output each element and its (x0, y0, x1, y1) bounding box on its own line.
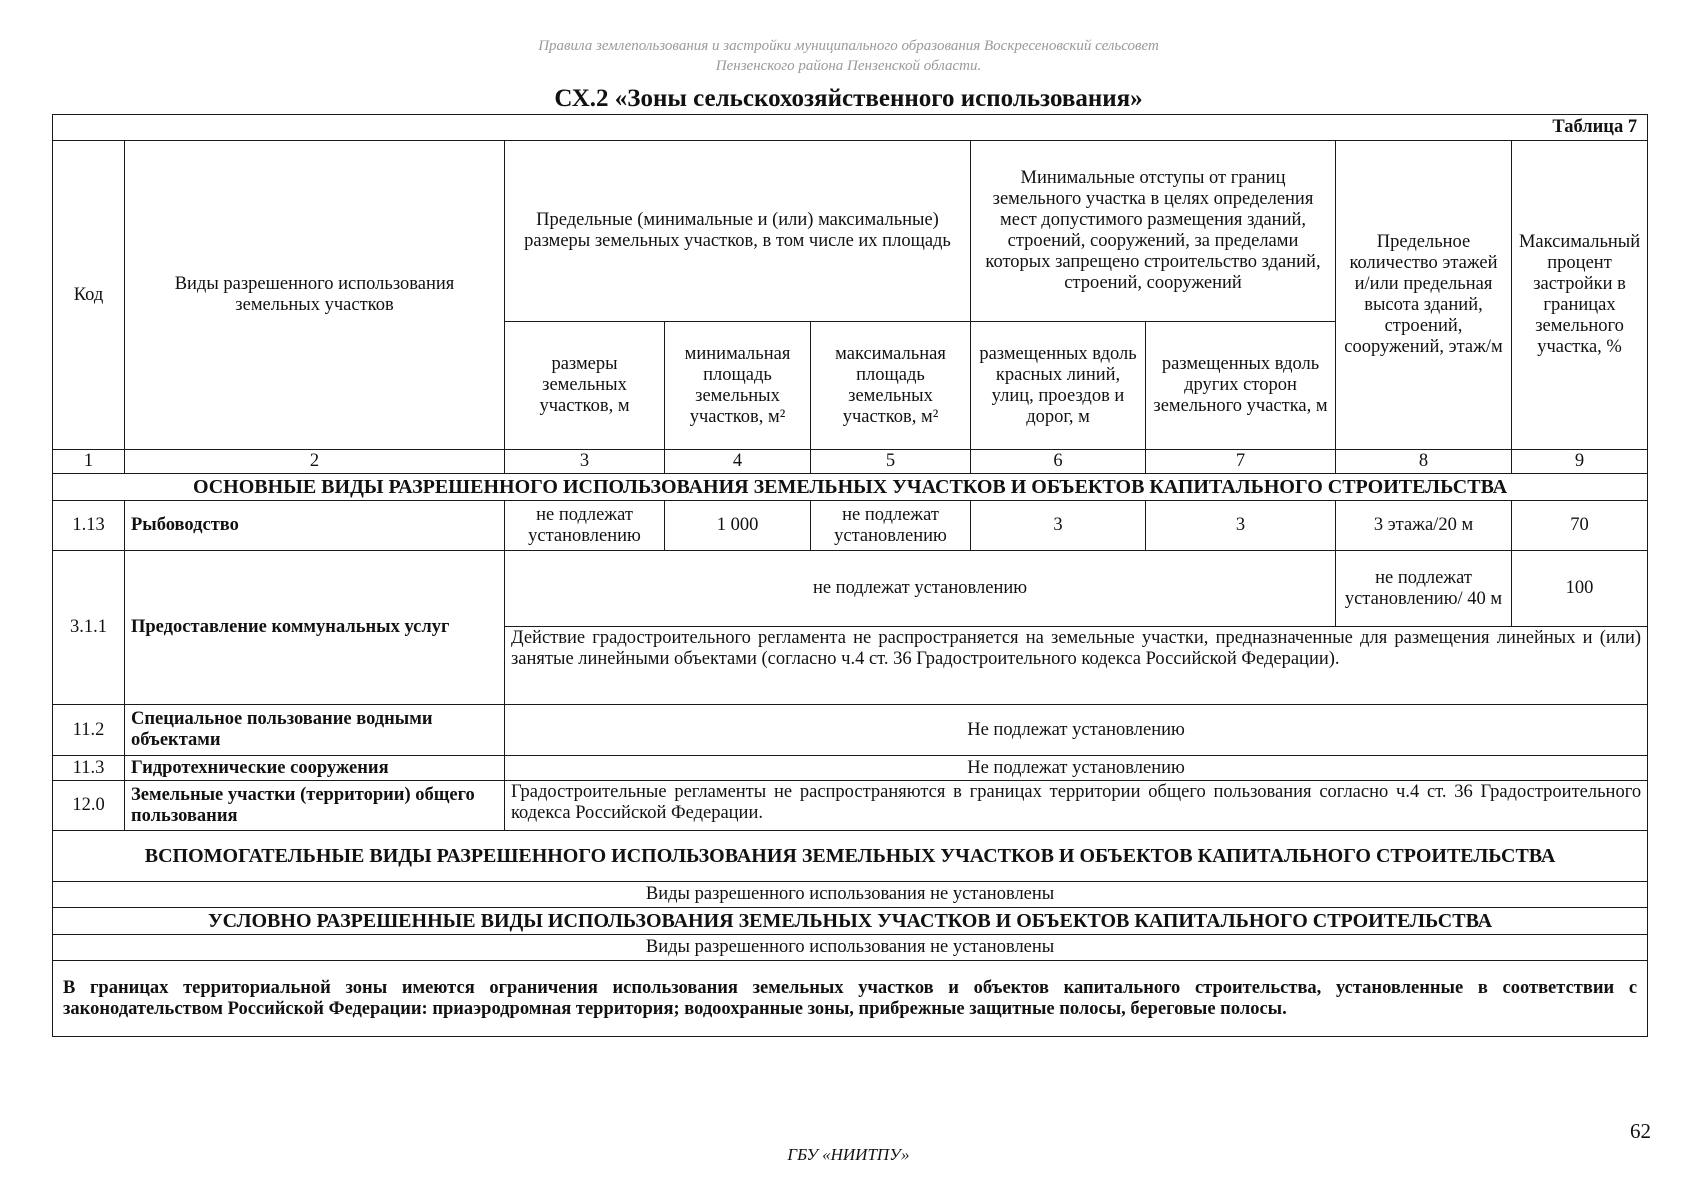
row-use-name: Гидротехнические сооружения (125, 756, 505, 781)
row-code: 12.0 (53, 781, 125, 831)
row-use-name: Рыбоводство (125, 501, 505, 551)
page-title: СХ.2 «Зоны сельскохозяйственного использования» (554, 85, 1143, 112)
column-number-row (53, 450, 1648, 474)
cell-plot-sizes: не подлежат установлению (505, 501, 665, 551)
cell-setback-red-lines: 3 (971, 501, 1146, 551)
col-number: 6 (971, 450, 1146, 474)
header-setback-other: размещенных вдоль других сторон земельного участка, м (1146, 322, 1336, 450)
table-row (53, 781, 1648, 831)
conditional-uses-text: Виды разрешенного использования не установлены (53, 935, 1648, 961)
row-code: 1.13 (53, 501, 125, 551)
cell-max-coverage: 70 (1512, 501, 1648, 551)
auxiliary-uses-text: Виды разрешенного использования не установлены (53, 882, 1648, 908)
header-code: Код (53, 141, 125, 450)
document-footer: ГБУ «НИИТПУ» (787, 1145, 910, 1164)
restrictions-note: В границах территориальной зоны имеются ограничения использования земельных участков и объектов капитального строительства, установленные в соответствии с законодательством Российской Федерации: приаэродромная территория; водоохранные зоны, прибрежные защитные полосы, береговые полосы. (53, 961, 1648, 1037)
cell-regulation-note: Действие градостроительного регламента не распространяется на земельные участки, предназначенные для размещения линейных и (или) занятые линейными объектами (согласно ч.4 ст. 36 Градостроительного кодекса Российской Федерации). (505, 627, 1648, 705)
cell-max-floors: 3 этажа/20 м (1336, 501, 1512, 551)
row-use-name: Земельные участки (территории) общего пользования (125, 781, 505, 831)
cell-merged-value: не подлежат установлению (505, 551, 1336, 627)
col-number: 1 (53, 450, 125, 474)
page-number: 62 (1630, 1119, 1651, 1143)
section-main-uses: ОСНОВНЫЕ ВИДЫ РАЗРЕШЕННОГО ИСПОЛЬЗОВАНИЯ ЗЕМЕЛЬНЫХ УЧАСТКОВ И ОБЪЕКТОВ КАПИТАЛЬНОГО СТРОИТЕЛЬСТВА (53, 474, 1648, 501)
section-conditional-uses: УСЛОВНО РАЗРЕШЕННЫЕ ВИДЫ ИСПОЛЬЗОВАНИЯ ЗЕМЕЛЬНЫХ УЧАСТКОВ И ОБЪЕКТОВ КАПИТАЛЬНОГО СТРОИТЕЛЬСТВА (53, 908, 1648, 935)
cell-merged-value: Градостроительные регламенты не распространяются в границах территории общего пользования согласно ч.4 ст. 36 Градостроительного кодекса Российской Федерации. (505, 781, 1648, 831)
cell-min-area: 1 000 (665, 501, 811, 551)
header-setback-red-lines: размещенных вдоль красных линий, улиц, проездов и дорог, м (971, 322, 1146, 450)
section-auxiliary-uses: ВСПОМОГАТЕЛЬНЫЕ ВИДЫ РАЗРЕШЕННОГО ИСПОЛЬЗОВАНИЯ ЗЕМЕЛЬНЫХ УЧАСТКОВ И ОБЪЕКТОВ КАПИТАЛЬНОГО СТРОИТЕЛЬСТВА (53, 831, 1648, 882)
row-code: 11.2 (53, 705, 125, 756)
cell-max-area: не подлежат установлению (811, 501, 971, 551)
document-header (0, 36, 1697, 76)
header-line-1: Правила землепользования и застройки муниципального образования Воскресеновский сельсовет (538, 38, 1159, 54)
header-max-area: максимальная площадь земельных участков, м² (811, 322, 971, 450)
header-max-coverage: Максимальный процент застройки в границах земельного участка, % (1512, 141, 1648, 450)
table-row (53, 551, 1648, 627)
regulation-table (52, 114, 1648, 1037)
cell-merged-value: Не подлежат установлению (505, 705, 1648, 756)
header-plot-sizes: размеры земельных участков, м (505, 322, 665, 450)
cell-merged-value: Не подлежат установлению (505, 756, 1648, 781)
table-row (53, 756, 1648, 781)
col-number: 5 (811, 450, 971, 474)
cell-max-coverage: 100 (1512, 551, 1648, 627)
col-number: 9 (1512, 450, 1648, 474)
col-number: 3 (505, 450, 665, 474)
header-limit-sizes: Предельные (минимальные и (или) максимальные) размеры земельных участков, в том числе их площадь (505, 141, 971, 322)
col-number: 2 (125, 450, 505, 474)
cell-setback-other: 3 (1146, 501, 1336, 551)
row-use-name: Предоставление коммунальных услуг (125, 551, 505, 705)
header-min-area: минимальная площадь земельных участков, м² (665, 322, 811, 450)
header-use-types: Виды разрешенного использования земельных участков (125, 141, 505, 450)
row-use-name: Специальное пользование водными объектами (125, 705, 505, 756)
col-number: 4 (665, 450, 811, 474)
header-line-2: Пензенского района Пензенской области. (715, 58, 982, 74)
col-number: 7 (1146, 450, 1336, 474)
row-code: 3.1.1 (53, 551, 125, 705)
col-number: 8 (1336, 450, 1512, 474)
header-max-floors: Предельное количество этажей и/или предельная высота зданий, строений, сооружений, этаж/м (1336, 141, 1512, 450)
row-code: 11.3 (53, 756, 125, 781)
table-row (53, 705, 1648, 756)
table-label: Таблица 7 (53, 115, 1648, 141)
table-row (53, 501, 1648, 551)
cell-max-floors: не подлежат установлению/ 40 м (1336, 551, 1512, 627)
header-setbacks: Минимальные отступы от границ земельного участка в целях определения мест допустимого размещения зданий, строений, сооружений, за пределами которых запрещено строительство зданий, строений, сооружений (971, 141, 1336, 322)
